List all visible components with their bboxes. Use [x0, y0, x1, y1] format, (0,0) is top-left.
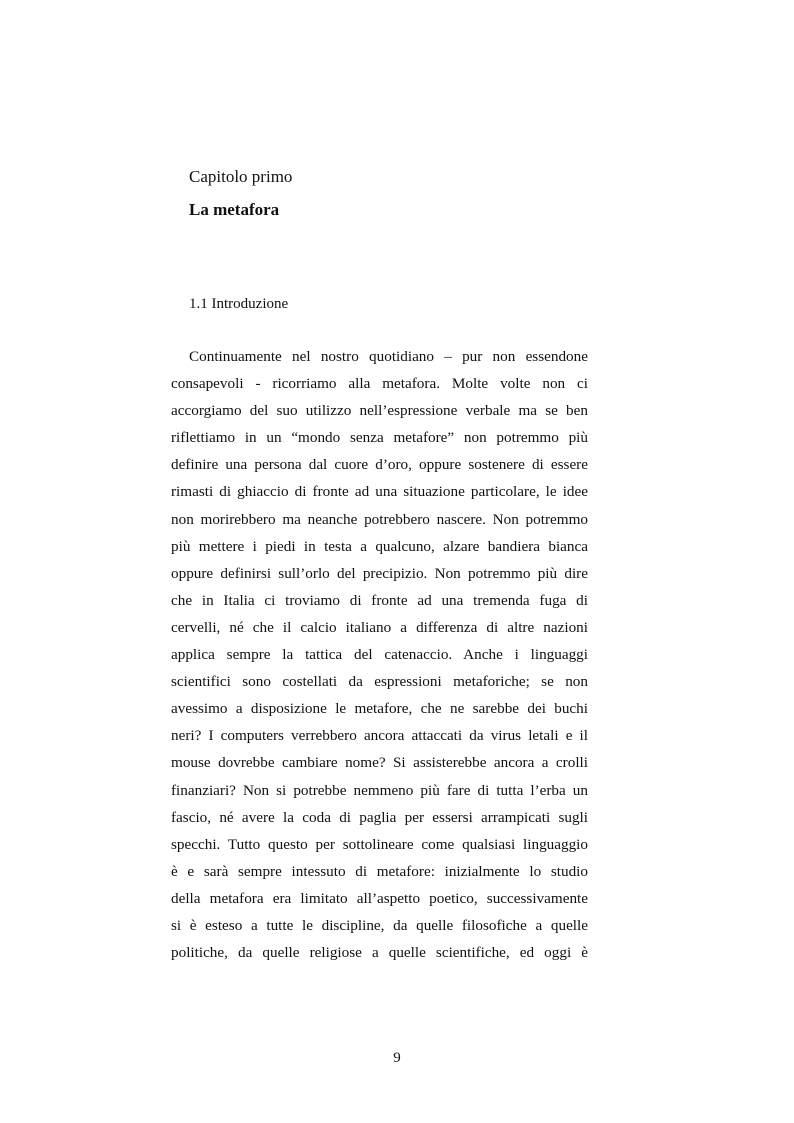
body-line: scientifici sono costellati da espressioni metaforiche; se non [171, 673, 588, 691]
body-line: della metafora era limitato all’aspetto poetico, successivamente [171, 889, 588, 907]
body-line: mouse dovrebbe cambiare nome? Si assisterebbe ancora a crolli [171, 754, 588, 772]
body-line: si è esteso a tutte le discipline, da quelle filosofiche a quelle [171, 916, 588, 934]
body-line: rimasti di ghiaccio di fronte ad una situazione particolare, le idee [171, 483, 588, 501]
body-line: specchi. Tutto questo per sottolineare come qualsiasi linguaggio [171, 835, 588, 853]
chapter-title: La metafora [189, 200, 280, 219]
body-line: cervelli, né che il calcio italiano a differenza di altre nazioni [171, 618, 588, 636]
body-line: che in Italia ci troviamo di fronte ad una tremenda fuga di [171, 591, 588, 609]
page-number: 9 [393, 1050, 401, 1066]
body-line: consapevoli - ricorriamo alla metafora. Molte volte non ci [171, 375, 588, 393]
body-line: riflettiamo in un “mondo senza metafore” non potremmo più [171, 429, 588, 447]
body-line: Continuamente nel nostro quotidiano – pur non essendone [189, 348, 588, 365]
body-line: neri? I computers verrebbero ancora attaccati da virus letali e il [171, 727, 588, 745]
body-line: fascio, né avere la coda di paglia per essersi arrampicati sugli [171, 808, 588, 826]
body-line: finanziari? Non si potrebbe nemmeno più fare di tutta l’erba un [171, 781, 588, 799]
body-line: avessimo a disposizione le metafore, che ne sarebbe dei buchi [171, 700, 588, 718]
body-line: oppure definirsi sull’orlo del precipizio. Non potremmo più dire [171, 564, 588, 582]
body-line: politiche, da quelle religiose a quelle scientifiche, ed oggi è [171, 944, 588, 962]
body-line: non morirebbero ma neanche potrebbero nascere. Non potremmo [171, 510, 588, 528]
body-line: applica sempre la tattica del catenaccio. Anche i linguaggi [171, 646, 588, 664]
body-line: più mettere i piedi in testa a qualcuno, alzare bandiera bianca [171, 537, 588, 555]
body-line: è e sarà sempre intessuto di metafore: inizialmente lo studio [171, 862, 588, 880]
chapter-label: Capitolo primo [189, 167, 293, 186]
section-heading: 1.1 Introduzione [189, 296, 289, 312]
body-paragraph [171, 343, 588, 966]
body-line: accorgiamo del suo utilizzo nell’espressione verbale ma se ben [171, 402, 588, 420]
body-line: definire una persona dal cuore d’oro, oppure sostenere di essere [171, 456, 588, 474]
